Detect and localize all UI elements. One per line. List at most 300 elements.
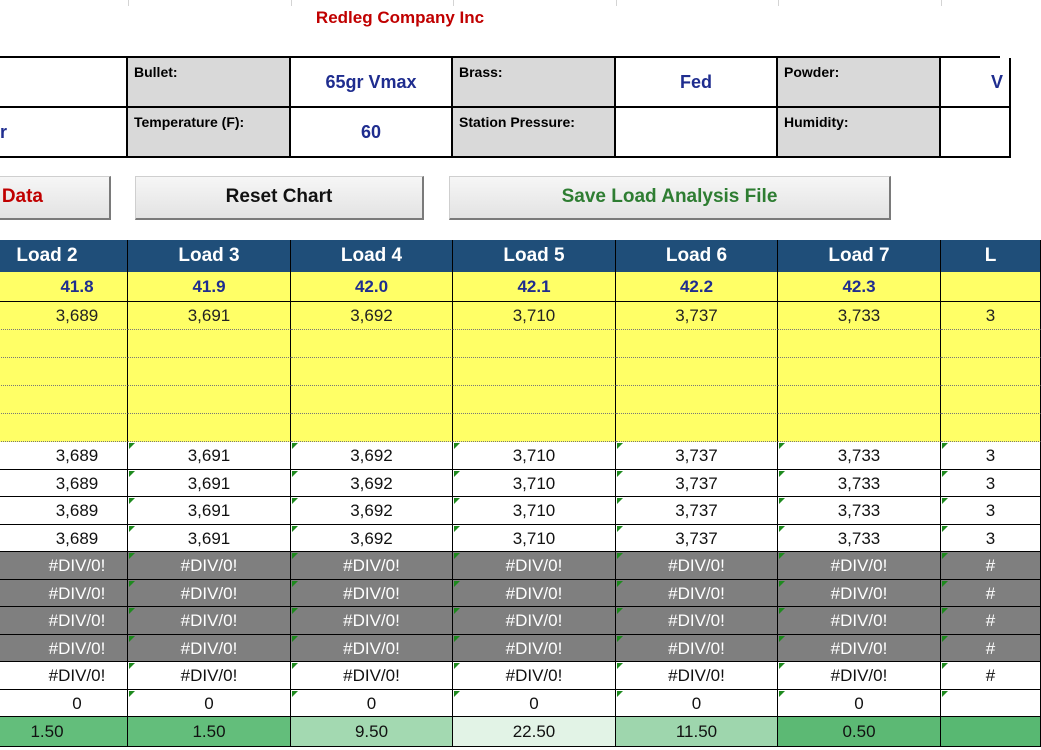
table-cell[interactable] <box>453 497 616 525</box>
error-indicator-icon <box>942 443 948 449</box>
cell-value: #DIV/0! <box>505 638 563 658</box>
column-header[interactable] <box>941 240 1041 272</box>
table-cell[interactable] <box>941 386 1041 414</box>
table-cell[interactable] <box>291 607 453 635</box>
table-cell[interactable] <box>0 358 128 386</box>
error-indicator-icon <box>454 553 460 559</box>
table-cell[interactable] <box>616 330 778 358</box>
cell-value: 0 <box>366 693 377 713</box>
table-cell[interactable] <box>291 690 453 718</box>
table-cell[interactable] <box>778 525 941 553</box>
table-cell[interactable] <box>616 525 778 553</box>
table-cell[interactable] <box>0 302 128 330</box>
station-pressure-value[interactable] <box>616 108 778 158</box>
error-indicator-icon <box>292 526 298 532</box>
cell-value: #DIV/0! <box>180 666 238 685</box>
error-indicator-icon <box>617 581 623 587</box>
error-indicator-icon <box>129 553 135 559</box>
column-header[interactable] <box>453 240 616 272</box>
table-cell[interactable] <box>778 302 941 330</box>
cell-value: #DIV/0! <box>180 556 238 575</box>
error-indicator-icon <box>454 471 460 477</box>
error-indicator-icon <box>292 691 298 697</box>
cell-value: L <box>984 245 997 266</box>
cell-value: #DIV/0! <box>343 666 400 685</box>
station-pressure-label: Station Pressure: <box>453 108 616 158</box>
error-indicator-icon <box>779 691 785 697</box>
cell-value: #DIV/0! <box>830 611 888 630</box>
table-cell[interactable] <box>778 497 941 525</box>
table-cell[interactable] <box>0 497 128 525</box>
powder-label: Powder: <box>778 58 941 108</box>
table-cell[interactable] <box>0 580 128 608</box>
column-header[interactable] <box>128 240 291 272</box>
temperature-label: Temperature (F): <box>128 108 291 158</box>
cell-value: 1.50 <box>192 722 226 741</box>
cell-value: #DIV/0! <box>48 638 106 658</box>
table-cell[interactable] <box>616 386 778 414</box>
table-cell[interactable] <box>941 442 1041 470</box>
cell-value: 3,692 <box>350 528 393 548</box>
table-cell[interactable] <box>616 690 778 718</box>
data-button[interactable]: Data <box>0 176 111 220</box>
error-indicator-icon <box>617 443 623 449</box>
cell-value: 3,692 <box>350 501 393 520</box>
table-cell[interactable] <box>941 635 1041 663</box>
table-cell[interactable] <box>941 607 1041 635</box>
table-cell[interactable] <box>453 470 616 498</box>
error-indicator-icon <box>129 691 135 697</box>
info-grid <box>0 56 1004 158</box>
table-cell[interactable] <box>616 442 778 470</box>
cell-value: # <box>985 666 996 685</box>
error-indicator-icon <box>617 663 623 669</box>
table-row <box>0 358 1000 386</box>
cell-value: 0 <box>854 693 864 713</box>
table-cell[interactable] <box>941 302 1041 330</box>
table-row <box>0 607 1000 635</box>
error-indicator-icon <box>292 443 298 449</box>
table-cell[interactable] <box>941 358 1041 386</box>
table-cell[interactable] <box>616 272 778 302</box>
table-cell[interactable] <box>616 580 778 608</box>
cell-value: 3 <box>985 528 996 548</box>
cell-value: 3 <box>985 473 996 493</box>
cell-value: 3,689 <box>55 528 99 548</box>
table-cell[interactable] <box>128 272 291 302</box>
table-cell[interactable] <box>453 690 616 718</box>
cell-value: 3,733 <box>837 501 881 520</box>
table-cell[interactable] <box>128 580 291 608</box>
cell-value: #DIV/0! <box>830 556 888 575</box>
table-cell[interactable] <box>0 386 128 414</box>
table-cell[interactable] <box>291 358 453 386</box>
table-cell[interactable] <box>291 442 453 470</box>
table-cell[interactable] <box>778 635 941 663</box>
cell-value: 1.50 <box>30 722 64 741</box>
error-indicator-icon <box>129 471 135 477</box>
error-indicator-icon <box>454 443 460 449</box>
table-cell[interactable] <box>291 662 453 690</box>
cell-value: 3,710 <box>512 528 556 548</box>
cell-value: #DIV/0! <box>343 556 400 575</box>
table-row <box>0 386 1000 414</box>
cell-value: 3 <box>985 306 996 325</box>
cell-value: 3,733 <box>837 446 881 465</box>
table-cell[interactable] <box>128 497 291 525</box>
error-indicator-icon <box>942 526 948 532</box>
error-indicator-icon <box>942 608 948 614</box>
humidity-value[interactable] <box>941 108 1011 158</box>
table-cell[interactable] <box>616 470 778 498</box>
error-indicator-icon <box>779 636 785 642</box>
error-indicator-icon <box>942 553 948 559</box>
table-cell[interactable] <box>0 330 128 358</box>
table-cell[interactable] <box>291 272 453 302</box>
table-cell[interactable] <box>453 414 616 442</box>
error-indicator-icon <box>942 663 948 669</box>
error-indicator-icon <box>942 498 948 504</box>
table-cell[interactable] <box>0 272 128 302</box>
cell-value: 3,710 <box>512 473 556 493</box>
error-indicator-icon <box>779 443 785 449</box>
table-cell[interactable] <box>0 662 128 690</box>
cell-value: #DIV/0! <box>668 666 725 685</box>
table-cell[interactable] <box>291 552 453 580</box>
cell-value: Load 3 <box>178 245 240 266</box>
cell-value: 3,689 <box>55 446 99 465</box>
table-cell[interactable] <box>0 414 128 442</box>
cell-value: #DIV/0! <box>830 666 888 685</box>
cell-value: 3,691 <box>187 501 231 520</box>
cell-value: 3,692 <box>350 306 393 325</box>
cell-value: 3,691 <box>187 306 231 325</box>
cell-value: 22.50 <box>512 722 556 741</box>
bullet-text: 65gr Vmax <box>325 72 417 92</box>
table-cell[interactable] <box>941 552 1041 580</box>
table-cell[interactable] <box>291 302 453 330</box>
table-cell[interactable] <box>941 690 1041 718</box>
table-cell[interactable] <box>616 607 778 635</box>
table-row <box>0 497 1000 525</box>
table-cell[interactable] <box>941 330 1041 358</box>
table-cell[interactable] <box>453 635 616 663</box>
table-cell[interactable] <box>616 358 778 386</box>
table-cell[interactable] <box>453 525 616 553</box>
table-cell[interactable] <box>291 330 453 358</box>
table-cell[interactable] <box>453 330 616 358</box>
table-cell[interactable] <box>941 414 1041 442</box>
error-indicator-icon <box>454 581 460 587</box>
cell-value: 42.0 <box>354 277 389 296</box>
table-cell[interactable] <box>453 717 616 747</box>
table-cell[interactable] <box>291 497 453 525</box>
table-cell[interactable] <box>128 635 291 663</box>
table-row <box>0 442 1000 470</box>
cell-value: 3,733 <box>837 473 881 493</box>
cell-value: 3,733 <box>837 306 881 325</box>
table-cell[interactable] <box>128 442 291 470</box>
table-row <box>0 552 1000 580</box>
cell-value: 3,691 <box>187 473 231 493</box>
cell-value: #DIV/0! <box>48 666 106 685</box>
table-cell[interactable] <box>616 662 778 690</box>
cell-value: 3,733 <box>837 528 881 548</box>
error-indicator-icon <box>292 581 298 587</box>
table-cell[interactable] <box>0 470 128 498</box>
table-cell[interactable] <box>778 414 941 442</box>
cell-value: Load 6 <box>665 245 728 266</box>
column-header[interactable] <box>291 240 453 272</box>
cell-value: Load 5 <box>503 245 565 266</box>
cell-value: #DIV/0! <box>180 611 238 630</box>
table-cell[interactable] <box>941 717 1041 747</box>
temperature-value[interactable] <box>291 108 453 158</box>
table-cell[interactable] <box>778 442 941 470</box>
table-row <box>0 414 1000 442</box>
table-cell[interactable] <box>778 330 941 358</box>
reset-chart-button[interactable]: Reset Chart <box>135 176 424 220</box>
cell-value: 42.2 <box>679 277 714 296</box>
table-cell[interactable] <box>128 358 291 386</box>
table-cell[interactable] <box>778 580 941 608</box>
table-row <box>0 272 1000 302</box>
table-cell[interactable] <box>128 552 291 580</box>
error-indicator-icon <box>779 663 785 669</box>
cell-value: 3,689 <box>55 306 99 325</box>
table-cell[interactable] <box>128 330 291 358</box>
table-cell[interactable] <box>616 497 778 525</box>
table-cell[interactable] <box>453 272 616 302</box>
table-cell[interactable] <box>453 442 616 470</box>
error-indicator-icon <box>454 663 460 669</box>
table-cell[interactable] <box>0 442 128 470</box>
cell-value: Load 4 <box>340 245 403 266</box>
table-cell[interactable] <box>941 662 1041 690</box>
table-cell[interactable] <box>128 470 291 498</box>
table-cell[interactable] <box>128 607 291 635</box>
column-header[interactable] <box>0 240 128 272</box>
error-indicator-icon <box>292 553 298 559</box>
error-indicator-icon <box>292 471 298 477</box>
table-row <box>0 662 1000 690</box>
table-cell[interactable] <box>453 607 616 635</box>
error-indicator-icon <box>454 608 460 614</box>
column-header[interactable] <box>778 240 941 272</box>
cell-value: 0 <box>72 693 82 713</box>
table-cell[interactable] <box>128 525 291 553</box>
table-cell[interactable] <box>128 690 291 718</box>
cell-value: 3,691 <box>187 528 231 548</box>
table-cell[interactable] <box>778 470 941 498</box>
cell-value: 3,737 <box>675 306 718 325</box>
cell-value: 0 <box>691 693 702 713</box>
error-indicator-icon <box>617 471 623 477</box>
table-cell[interactable] <box>778 386 941 414</box>
cell-value: # <box>985 611 996 630</box>
table-cell[interactable] <box>128 662 291 690</box>
error-indicator-icon <box>292 636 298 642</box>
cell-value: 3,710 <box>512 306 556 325</box>
table-cell[interactable] <box>453 358 616 386</box>
powder-value[interactable] <box>941 58 1011 108</box>
cell-value: #DIV/0! <box>343 611 400 630</box>
error-indicator-icon <box>129 581 135 587</box>
table-cell[interactable] <box>453 386 616 414</box>
cell-value: #DIV/0! <box>343 583 400 603</box>
cell-value: 9.50 <box>354 722 389 741</box>
table-row <box>0 302 1000 330</box>
table-cell[interactable] <box>128 386 291 414</box>
table-cell[interactable] <box>291 414 453 442</box>
error-indicator-icon <box>942 581 948 587</box>
table-cell[interactable] <box>128 302 291 330</box>
cell-value: #DIV/0! <box>668 611 725 630</box>
bullet-label: Bullet: <box>128 58 291 108</box>
cell-value: 3,692 <box>350 446 393 465</box>
error-indicator-icon <box>129 608 135 614</box>
error-indicator-icon <box>454 636 460 642</box>
error-indicator-icon <box>617 553 623 559</box>
error-indicator-icon <box>129 663 135 669</box>
table-cell[interactable] <box>291 470 453 498</box>
error-indicator-icon <box>942 636 948 642</box>
table-row <box>0 525 1000 553</box>
table-cell[interactable] <box>453 580 616 608</box>
error-indicator-icon <box>617 526 623 532</box>
cell-value: 3 <box>985 501 996 520</box>
cell-value: 3,692 <box>350 473 393 493</box>
table-row <box>0 470 1000 498</box>
table-cell[interactable] <box>941 525 1041 553</box>
table-cell[interactable] <box>453 662 616 690</box>
table-cell[interactable] <box>0 552 128 580</box>
table-row <box>0 240 1000 272</box>
table-cell[interactable] <box>778 272 941 302</box>
cell-value: 3,737 <box>675 501 718 520</box>
info-value-cell-2[interactable] <box>0 108 128 158</box>
table-cell[interactable] <box>453 302 616 330</box>
error-indicator-icon <box>779 498 785 504</box>
table-cell[interactable] <box>778 607 941 635</box>
table-cell[interactable] <box>941 272 1041 302</box>
info-value-2: r <box>0 122 8 142</box>
bullet-value[interactable] <box>291 58 453 108</box>
table-cell[interactable] <box>128 717 291 747</box>
column-header[interactable] <box>616 240 778 272</box>
error-indicator-icon <box>617 608 623 614</box>
table-cell[interactable] <box>0 607 128 635</box>
table-cell[interactable] <box>291 525 453 553</box>
table-cell[interactable] <box>291 635 453 663</box>
table-cell[interactable] <box>616 414 778 442</box>
table-row <box>0 580 1000 608</box>
cell-value: 42.3 <box>842 277 876 296</box>
error-indicator-icon <box>129 443 135 449</box>
humidity-label: Humidity: <box>778 108 941 158</box>
cell-value: 0.50 <box>842 722 876 741</box>
brass-value[interactable] <box>616 58 778 108</box>
error-indicator-icon <box>779 553 785 559</box>
error-indicator-icon <box>292 498 298 504</box>
table-cell[interactable] <box>616 552 778 580</box>
cell-value: 3,691 <box>187 446 231 465</box>
table-cell[interactable] <box>0 525 128 553</box>
cell-value: 0 <box>204 693 214 713</box>
table-cell[interactable] <box>778 717 941 747</box>
cell-value: #DIV/0! <box>505 666 563 685</box>
cell-value: 3,737 <box>675 446 718 465</box>
brass-text: Fed <box>679 72 712 92</box>
error-indicator-icon <box>129 526 135 532</box>
table-cell[interactable] <box>0 635 128 663</box>
cell-value: # <box>985 583 996 603</box>
info-value-cell[interactable] <box>0 58 128 108</box>
table-cell[interactable] <box>778 552 941 580</box>
table-cell[interactable] <box>941 497 1041 525</box>
table-cell[interactable] <box>778 690 941 718</box>
error-indicator-icon <box>779 608 785 614</box>
table-cell[interactable] <box>616 717 778 747</box>
error-indicator-icon <box>292 608 298 614</box>
table-cell[interactable] <box>0 690 128 718</box>
error-indicator-icon <box>617 498 623 504</box>
table-cell[interactable] <box>778 662 941 690</box>
brass-label: Brass: <box>453 58 616 108</box>
table-cell[interactable] <box>616 302 778 330</box>
cell-value: 3,710 <box>512 501 556 520</box>
table-cell[interactable] <box>291 386 453 414</box>
cell-value: #DIV/0! <box>48 556 106 575</box>
table-row <box>0 690 1000 718</box>
cell-value: #DIV/0! <box>48 583 106 603</box>
error-indicator-icon <box>942 691 948 697</box>
cell-value: 3,710 <box>512 446 556 465</box>
error-indicator-icon <box>617 691 623 697</box>
powder-text: V <box>991 72 1004 92</box>
table-cell[interactable] <box>453 552 616 580</box>
cell-value: #DIV/0! <box>668 556 725 575</box>
cell-value: 42.1 <box>517 277 551 296</box>
table-cell[interactable] <box>941 580 1041 608</box>
cell-value: #DIV/0! <box>505 556 563 575</box>
error-indicator-icon <box>129 498 135 504</box>
save-load-analysis-button[interactable]: Save Load Analysis File <box>449 176 891 220</box>
error-indicator-icon <box>454 691 460 697</box>
cell-value: #DIV/0! <box>668 638 725 658</box>
table-cell[interactable] <box>778 358 941 386</box>
table-cell[interactable] <box>291 717 453 747</box>
error-indicator-icon <box>454 526 460 532</box>
cell-value: 3,689 <box>55 473 99 493</box>
cell-value: #DIV/0! <box>505 583 563 603</box>
error-indicator-icon <box>942 471 948 477</box>
cell-value: #DIV/0! <box>505 611 563 630</box>
temperature-text: 60 <box>360 122 382 142</box>
error-indicator-icon <box>779 526 785 532</box>
table-cell[interactable] <box>291 580 453 608</box>
table-cell[interactable] <box>128 414 291 442</box>
cell-value: #DIV/0! <box>180 583 238 603</box>
table-cell[interactable] <box>941 470 1041 498</box>
error-indicator-icon <box>129 636 135 642</box>
table-row <box>0 330 1000 358</box>
table-cell[interactable] <box>616 635 778 663</box>
table-cell[interactable] <box>0 717 128 747</box>
cell-value: 3,737 <box>675 528 718 548</box>
cell-value: #DIV/0! <box>830 583 888 603</box>
error-indicator-icon <box>779 471 785 477</box>
